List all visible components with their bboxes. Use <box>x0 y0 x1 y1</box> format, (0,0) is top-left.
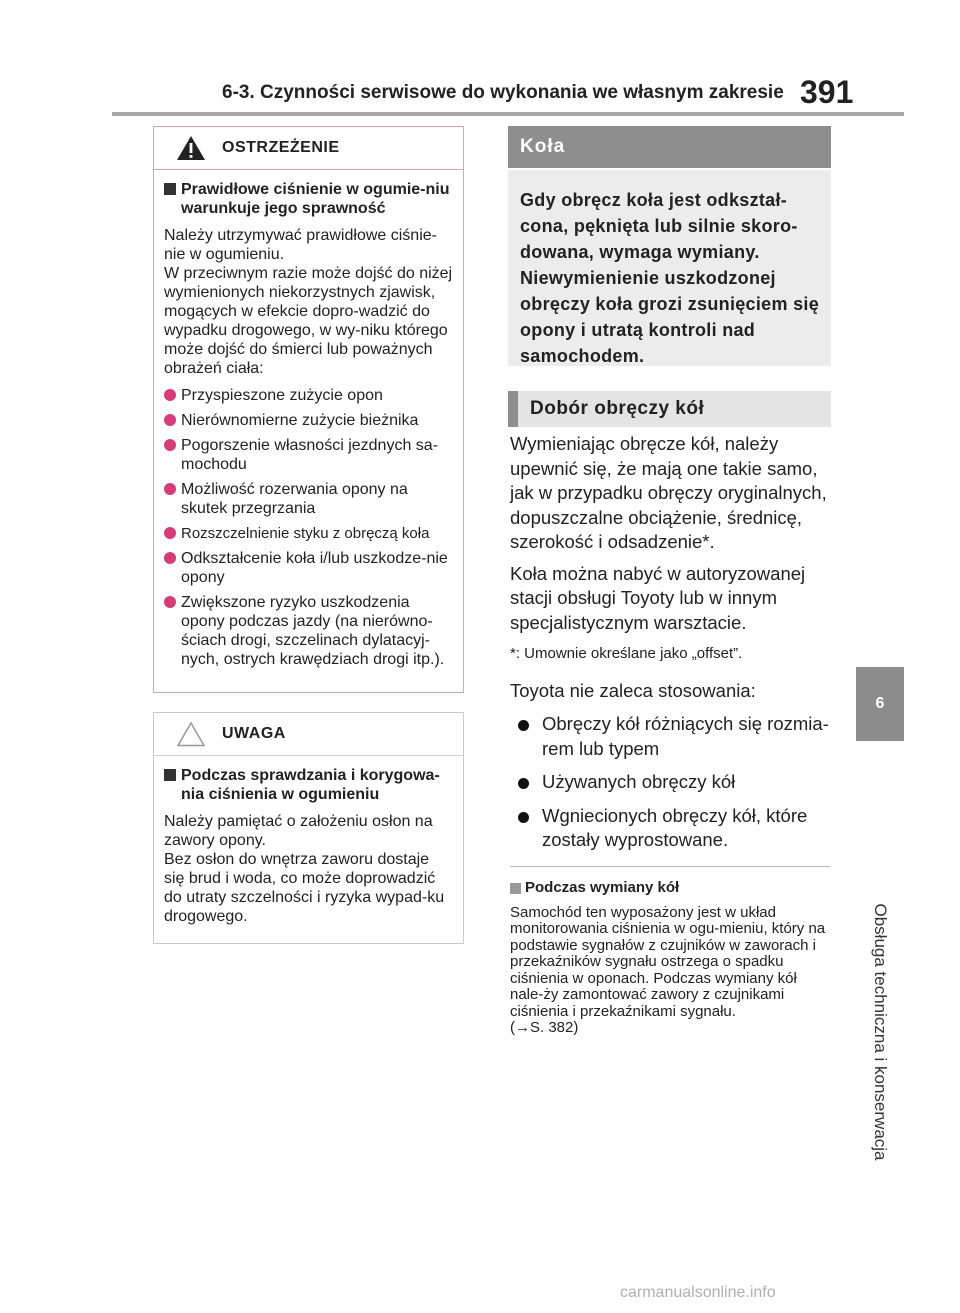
warning-triangle-icon <box>176 135 206 161</box>
section-body <box>510 432 840 853</box>
section-heading-kola: Koła <box>508 126 831 168</box>
body-bullet: Używanych obręczy kół <box>510 770 840 795</box>
square-bullet-icon <box>164 769 176 781</box>
warning-subheading: Prawidłowe ciśnienie w ogumie-niu warunkuje jego sprawność <box>164 180 453 218</box>
notice-subheading: Podczas sprawdzania i korygowa-nia ciśnienia w ogumieniu <box>164 766 453 804</box>
warning-bullet: Nierównomierne zużycie bieżnika <box>164 411 453 430</box>
warning-box <box>153 126 464 693</box>
bullet-dot-icon <box>164 389 176 401</box>
watermark: carmanualsonline.info <box>620 1284 776 1301</box>
bullet-dot-icon <box>164 596 176 608</box>
warning-bullet: Zwiększone ryzyko uszkodzenia opony podczas jazdy (na nierówno-ściach drogi, szczelinach dylatacyj-nych, ostrych krawędziach drogi itp.). <box>164 593 453 669</box>
section-heading-dobor <box>508 391 831 427</box>
bullet-dot-icon <box>164 552 176 564</box>
chapter-label: Obsługa techniczna i konserwacja <box>871 903 890 1161</box>
page-number: 391 <box>800 74 854 110</box>
page-reference-link[interactable]: (→S. 382) <box>510 1019 579 1036</box>
warning-header <box>154 127 463 170</box>
body-bullet: Obręczy kół różniących się rozmia-rem lub typem <box>510 712 840 761</box>
footnote: *: Umownie określane jako „offset”. <box>510 645 743 662</box>
bullet-dot-icon <box>164 483 176 495</box>
bullet-dot-icon <box>518 812 529 823</box>
warning-bullet: Pogorszenie własności jezdnych sa-mochodu <box>164 436 453 474</box>
notice-paragraph: Bez osłon do wnętrza zaworu dostaje się brud i woda, co może doprowadzić do utraty szczelności i ryzyka wypad-ku drogowego. <box>164 851 445 925</box>
chapter-tab[interactable]: 6 <box>856 667 904 741</box>
bullet-dot-icon <box>518 720 529 731</box>
body-paragraph: Wymieniając obręcze kół, należy upewnić się, że mają one takie samo, jak w przypadku obręczy oryginalnych, dopuszczalne obciążenie, średnicę, szerokość i odsadzenie*. <box>510 433 827 552</box>
body-bullet: Wgniecionych obręczy kół, które zostały wyprostowane. <box>510 804 840 853</box>
notice-heading: UWAGA <box>222 725 286 742</box>
warning-bullet: Odkształcenie koła i/lub uszkodze-nie opony <box>164 549 453 587</box>
section-heading-dobor-text: Dobór obręczy kół <box>530 398 705 419</box>
header-title: 6-3. Czynności serwisowe do wykonania we własnym zakresie <box>222 82 784 103</box>
warning-bullet: Przyspieszone zużycie opon <box>164 386 453 405</box>
note-heading: Podczas wymiany kół <box>510 880 830 897</box>
section-summary: Gdy obręcz koła jest odkształ-cona, pęknięta lub silnie skoro-dowana, wymaga wymiany. Niewymienienie uszkodzonej obręczy koła grozi zsunięciem się opony i utratą kontroli nad samochodem. <box>508 170 831 366</box>
square-bullet-icon <box>510 883 521 894</box>
caution-triangle-icon <box>176 721 206 747</box>
warning-heading: OSTRZEŻENIE <box>222 139 340 156</box>
warning-bullet: Możliwość rozerwania opony na skutek przegrzania <box>164 480 453 518</box>
body-intro: Toyota nie zaleca stosowania: <box>510 679 756 701</box>
body-paragraph: Koła można nabyć w autoryzowanej stacji obsługi Toyoty lub w innym specjalistycznym warsztacie. <box>510 562 806 633</box>
bullet-dot-icon <box>164 527 176 539</box>
bullet-dot-icon <box>518 778 529 789</box>
notice-header <box>154 713 463 756</box>
square-bullet-icon <box>164 183 176 195</box>
bullet-dot-icon <box>164 439 176 451</box>
note-block <box>510 880 830 1037</box>
warning-bullet: Rozszczelnienie styku z obręczą koła <box>164 524 453 543</box>
note-divider <box>510 866 830 867</box>
header-rule <box>112 112 904 116</box>
notice-box <box>153 712 464 944</box>
warning-paragraph: W przeciwnym razie może dojść do niżej wymienionych niekorzystnych zjawisk, mogących w efekcie dopro-wadzić do wypadku drogowego, w wy-niku którego może dojść do śmierci lub poważnych obrażeń ciała: <box>164 265 453 377</box>
heading-accent <box>508 391 518 427</box>
bullet-dot-icon <box>164 414 176 426</box>
note-text: Samochód ten wyposażony jest w układ monitorowania ciśnienia w ogu-mieniu, który na podstawie sygnałów z czujników w zaworach i przekaźników sygnału ostrzega o spadku ciśnienia w oponach. Podczas wymiany kół nale-ży zamontować zawory z czujnikami ciśnienia i przekaźnikami sygnału. <box>510 903 826 1020</box>
notice-paragraph: Należy pamiętać o założeniu osłon na zawory opony. <box>164 813 433 849</box>
warning-paragraph: Należy utrzymywać prawidłowe ciśnie-nie w ogumieniu. <box>164 227 437 263</box>
